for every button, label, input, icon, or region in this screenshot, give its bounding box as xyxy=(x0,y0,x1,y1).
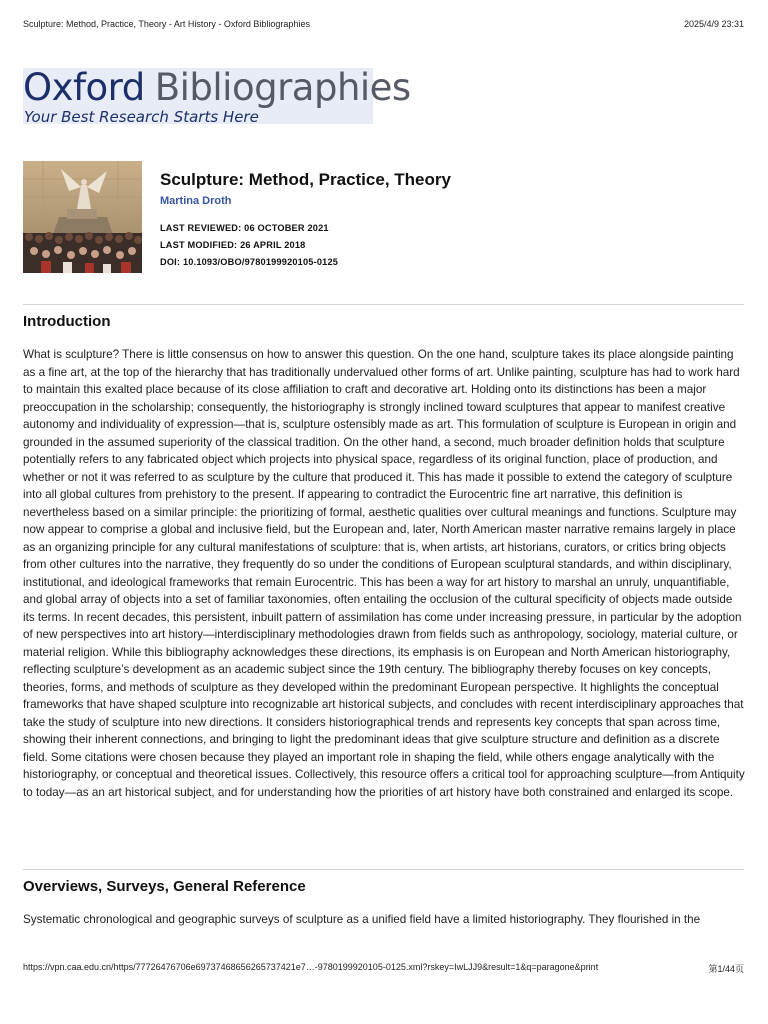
logo-wordmark xyxy=(23,68,411,108)
sculpture-photo-icon xyxy=(23,161,142,273)
logo-brand-bibliographies: Bibliographies xyxy=(154,66,411,109)
article-doi: DOI: 10.1093/OBO/9780199920105-0125 xyxy=(160,257,339,267)
page-number: 第1/44页 xyxy=(708,964,744,974)
introduction-paragraph: What is sculpture? There is little consensus on how to answer this question. On the one hand, sculpture takes its place alongside painting as a fine art, at the top of the hierarchy that has traditionally undervalued other forms of art. Unlike painting, sculpture has had to work hard to maintain this exalted place because of its close affiliation to craft and decorative art. Holding onto its distinctions has been a major preoccupation in the scholarship; consequently, the historiography is strongly inclined toward sculptures that appear to manifest creative autonomy and individuality of expression—that is, sculpture ostensibly made as art. This formulation of sculpture is European in origin and grounded in the assumed superiority of the classical tradition. On the other hand, a second, much broader definition holds that sculpture potentially refers to any fabricated object which projects into physical space, regardless of its original function, place of production, and whether or not it was referred to as sculpture by the culture that produced it. This has made it possible to extend the category of sculpture into all global cultures from prehistory to the present. If appearing to contradict the Eurocentric fine art narrative, this definition is nevertheless based on a similar principle: the prioritizing of formal, aesthetic qualities over cultural meanings and functions. Sculpture may now appear to comprise a global and inclusive field, but the European and, later, North American master narrative remains largely in place as an organizing principle for any cultural manifestations of sculpture: that is, when artists, art historians, curators, or critics bring objects from other cultures into the narrative, they frequently do so under the conditions of European sculptural standards, and within disciplinary, institutional, and ideological frameworks that remain Eurocentric. This has been a way for art history to marshal an unruly, unquantifiable, and global array of objects into a set of familiar taxonomies, often entailing the occlusion of the cultural specificity of objects made outside its terms. In recent decades, this persistent, inbuilt pattern of assimilation has come under increasing pressure, in particular by the adoption of new perspectives into art history—interdisciplinary methodologies drawn from fields such as anthropology, sociology, material culture, or material religion. While this bibliography acknowledges these directions, its emphasis is on European and North American historiography, reflecting sculpture’s development as an academic subject since the 19th century. The bibliography thereby focuses on key concepts, theories, forms, and methods of sculpture as they developed within the predominant European perspective. It highlights the conceptual frameworks that have shaped sculpture into recognizable art historical subjects, and concludes with recent interdisciplinary approaches that take the study of sculpture into new directions. It considers historiographical trends and represents key concepts that span across time, showing their inherent connections, and bringing to light the predominant ideas that give sculpture structure and definition as a discrete field. Some citations were chosen because they played an important role in shaping the field, while others engage analytically with the historiography, or conceptual and theoretical issues. Collectively, this resource offers a critical tool for approaching sculpture—from Antiquity to today—as an art historical subject, and for understanding how the priorities of art history have both constrained and enlarged its scope. xyxy=(23,348,745,799)
oxford-bibliographies-logo[interactable] xyxy=(23,66,411,126)
logo-tagline: Your Best Research Starts Here xyxy=(24,108,259,126)
logo-brand-oxford: Oxford xyxy=(23,66,145,109)
last-reviewed-date: LAST REVIEWED: 06 OCTOBER 2021 xyxy=(160,223,329,233)
introduction-heading: Introduction xyxy=(23,313,111,330)
article-author-link[interactable]: Martina Droth xyxy=(160,195,232,207)
overviews-paragraph: Systematic chronological and geographic surveys of sculpture as a unified field have a limited historiography. They flourished in the xyxy=(23,913,701,926)
overviews-heading: Overviews, Surveys, General Reference xyxy=(23,878,306,895)
article-title: Sculpture: Method, Practice, Theory xyxy=(160,170,451,189)
print-url: https://vpn.caa.edu.cn/https/77726476706e69737468656265737421e7…-9780199920105-0125.xml?rskey=IwLJJ9&result=1&q=paragone&print xyxy=(23,962,599,972)
last-modified-date: LAST MODIFIED: 26 APRIL 2018 xyxy=(160,240,306,250)
article-thumbnail-image xyxy=(23,161,142,273)
print-datetime: 2025/4/9 23:31 xyxy=(683,19,744,29)
print-footer xyxy=(23,962,744,975)
article-metadata xyxy=(160,170,740,267)
print-doc-title: Sculpture: Method, Practice, Theory - Art History - Oxford Bibliographies xyxy=(23,19,310,29)
divider-top xyxy=(23,304,744,305)
print-header xyxy=(23,19,744,29)
divider-middle xyxy=(23,869,744,870)
